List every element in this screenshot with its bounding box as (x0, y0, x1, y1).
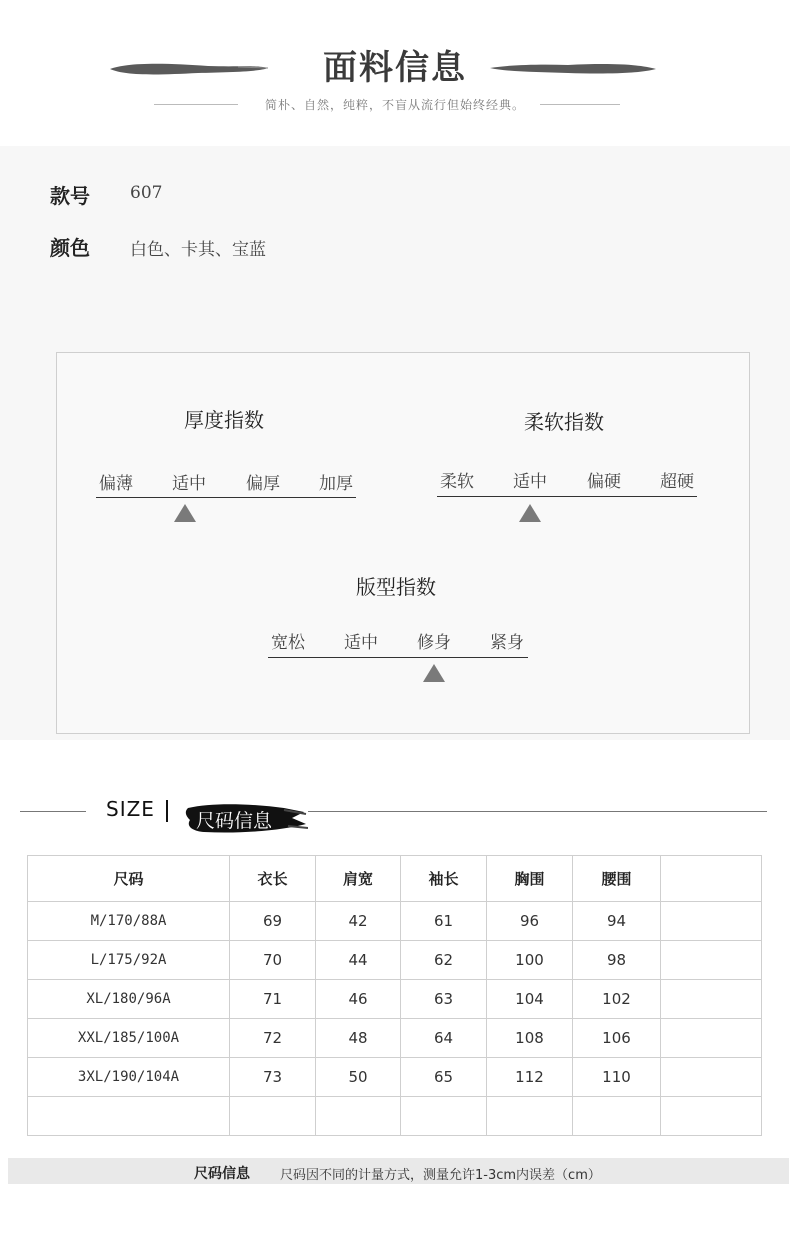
fit-index-title: 版型指数 (356, 575, 436, 599)
page-title: 面料信息 (323, 48, 467, 88)
table-cell: 108 (487, 1019, 573, 1058)
table-cell: 100 (487, 941, 573, 980)
table-cell: 72 (230, 1019, 316, 1058)
thickness-index-title: 厚度指数 (184, 408, 264, 432)
table-cell: 112 (487, 1058, 573, 1097)
table-cell: M/170/88A (28, 902, 230, 941)
table-cell: XXL/185/100A (28, 1019, 230, 1058)
softness-option: 柔软 (440, 472, 474, 492)
table-cell (316, 1097, 401, 1136)
thickness-option: 偏厚 (246, 474, 280, 494)
table-header-cell: 肩宽 (316, 856, 401, 902)
softness-option: 适中 (513, 472, 547, 492)
table-header-row (28, 856, 762, 902)
style-number-label: 款号 (50, 184, 90, 208)
table-cell: 44 (316, 941, 401, 980)
size-heading-cn: 尺码信息 (196, 810, 273, 832)
thickness-option: 偏薄 (99, 474, 133, 494)
table-cell (661, 1058, 762, 1097)
table-header-cell: 胸围 (487, 856, 573, 902)
table-cell: 48 (316, 1019, 401, 1058)
table-cell (487, 1097, 573, 1136)
table-cell: 64 (401, 1019, 487, 1058)
table-cell: 104 (487, 980, 573, 1019)
fit-scale-line (268, 657, 528, 658)
size-heading-en: SIZE (106, 797, 155, 821)
table-cell: 98 (573, 941, 661, 980)
size-divider-left (20, 811, 86, 812)
thickness-option: 加厚 (319, 474, 353, 494)
table-cell: 46 (316, 980, 401, 1019)
size-note-label: 尺码信息 (194, 1166, 250, 1182)
table-cell (661, 1097, 762, 1136)
table-cell (661, 941, 762, 980)
subtitle-divider-right (540, 104, 620, 105)
table-cell: 42 (316, 902, 401, 941)
thickness-scale-line (96, 497, 356, 498)
fit-marker-icon (423, 664, 445, 682)
table-cell: 3XL/190/104A (28, 1058, 230, 1097)
size-table (27, 855, 762, 1136)
table-cell: 94 (573, 902, 661, 941)
table-header-cell: 尺码 (28, 856, 230, 902)
size-heading-separator (166, 800, 168, 822)
fit-option: 适中 (344, 633, 378, 653)
fit-option: 修身 (417, 633, 451, 653)
color-label: 颜色 (50, 236, 90, 260)
table-cell: 65 (401, 1058, 487, 1097)
table-cell (661, 1019, 762, 1058)
brush-stroke-right-icon (488, 60, 658, 78)
softness-marker-icon (519, 504, 541, 522)
table-header-cell: 袖长 (401, 856, 487, 902)
table-cell: L/175/92A (28, 941, 230, 980)
table-row (28, 1019, 762, 1058)
softness-scale-line (437, 496, 697, 497)
table-cell: 70 (230, 941, 316, 980)
table-cell: 61 (401, 902, 487, 941)
thickness-marker-icon (174, 504, 196, 522)
table-header-cell: 腰围 (573, 856, 661, 902)
table-cell: 50 (316, 1058, 401, 1097)
table-row (28, 1097, 762, 1136)
table-cell: 110 (573, 1058, 661, 1097)
table-cell: 96 (487, 902, 573, 941)
table-cell (573, 1097, 661, 1136)
table-cell: 69 (230, 902, 316, 941)
table-cell: 71 (230, 980, 316, 1019)
table-cell: 62 (401, 941, 487, 980)
table-cell (661, 902, 762, 941)
table-cell: 63 (401, 980, 487, 1019)
table-row (28, 1058, 762, 1097)
table-row (28, 941, 762, 980)
table-cell (28, 1097, 230, 1136)
table-cell (661, 980, 762, 1019)
color-value: 白色、卡其、宝蓝 (130, 240, 266, 260)
fit-option: 紧身 (490, 633, 524, 653)
size-divider-right (308, 811, 767, 812)
table-row (28, 980, 762, 1019)
softness-option: 超硬 (660, 472, 694, 492)
fabric-index-box (56, 352, 750, 734)
softness-index-title: 柔软指数 (524, 410, 604, 434)
table-cell (230, 1097, 316, 1136)
table-cell: 102 (573, 980, 661, 1019)
table-header-cell: 衣长 (230, 856, 316, 902)
table-cell: XL/180/96A (28, 980, 230, 1019)
table-cell (401, 1097, 487, 1136)
table-cell: 106 (573, 1019, 661, 1058)
table-row (28, 902, 762, 941)
softness-option: 偏硬 (587, 472, 621, 492)
page-subtitle: 简朴、自然，纯粹，不盲从流行但始终经典。 (264, 98, 525, 112)
thickness-option: 适中 (172, 474, 206, 494)
table-cell: 73 (230, 1058, 316, 1097)
size-note-text: 尺码因不同的计量方式，测量允许1-3cm内误差（cm） (280, 1168, 601, 1183)
style-number-value: 607 (130, 183, 163, 203)
table-header-cell (661, 856, 762, 902)
fit-option: 宽松 (271, 633, 305, 653)
